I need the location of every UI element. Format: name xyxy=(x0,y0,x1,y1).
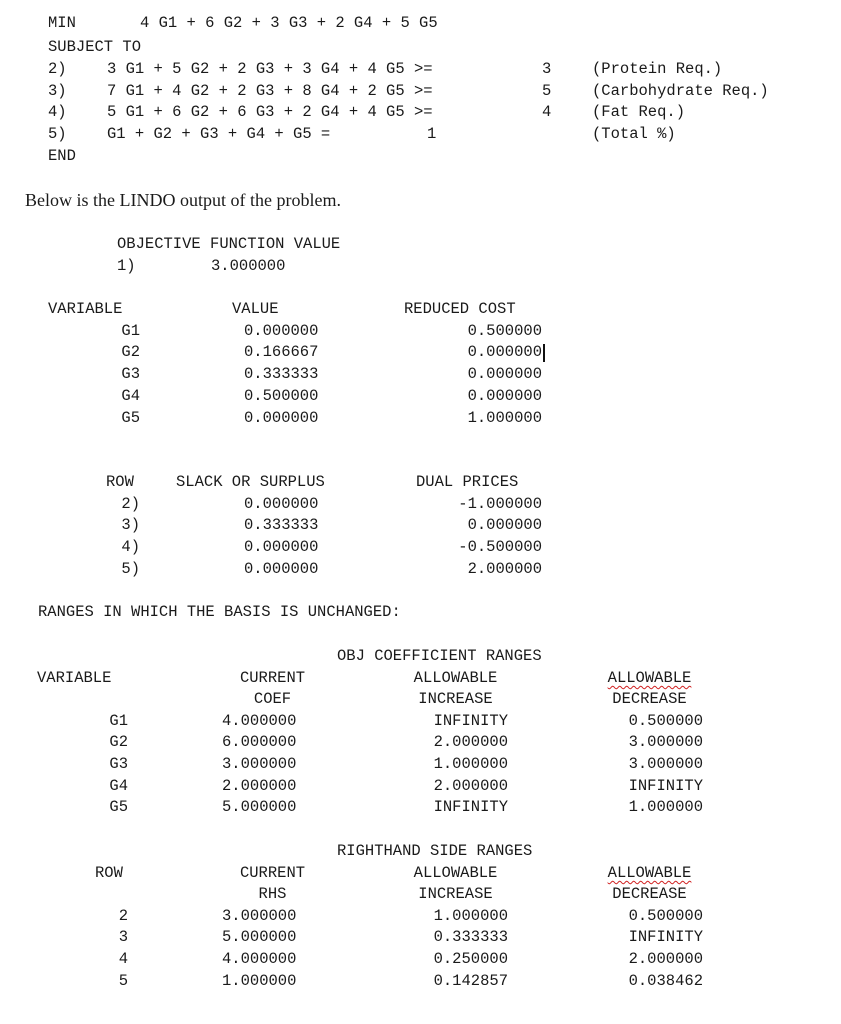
objective-row-label: 1) xyxy=(117,257,136,275)
constraint-number: 3) xyxy=(48,82,67,100)
intro-text: Below is the LINDO output of the problem. xyxy=(25,190,341,210)
variable-name: G4 xyxy=(121,387,140,405)
value-column-header: VALUE xyxy=(232,300,279,318)
obj-allowable-increase: 2.000000 xyxy=(433,777,508,795)
variable-value: 0.000000 xyxy=(244,409,319,427)
objective-value: 3.000000 xyxy=(211,257,286,275)
row-number: 3) xyxy=(121,516,140,534)
row-number: 4) xyxy=(121,538,140,556)
rhs-current: 3.000000 xyxy=(222,907,297,925)
rhs-increase-header: INCREASE xyxy=(418,885,493,903)
obj-allowable-decrease: 3.000000 xyxy=(628,755,703,773)
constraint-note: (Protein Req.) xyxy=(592,60,723,78)
obj-allowable-decrease: 0.500000 xyxy=(628,712,703,730)
constraint-rhs: 1 xyxy=(427,125,437,143)
rhs-decrease-header: DECREASE xyxy=(612,885,687,903)
ranges-title: RANGES IN WHICH THE BASIS IS UNCHANGED: xyxy=(38,603,401,621)
obj-allowable-increase: 1.000000 xyxy=(433,755,508,773)
constraint-rhs: 4 xyxy=(542,103,552,121)
variable-name: G3 xyxy=(121,365,140,383)
dual-prices-column-header: DUAL PRICES xyxy=(416,473,519,491)
rhs-row-number: 4 xyxy=(118,950,128,968)
rhs-current: 5.000000 xyxy=(222,928,297,946)
rhs-allowable-decrease-header xyxy=(592,862,707,884)
end-keyword: END xyxy=(48,147,76,165)
obj-allowable-decrease-text: ALLOWABLE xyxy=(607,669,692,687)
constraint-note: (Total %) xyxy=(592,125,676,143)
dual-price: -0.500000 xyxy=(458,538,542,556)
reduced-cost-column-header: REDUCED COST xyxy=(404,300,516,318)
rhs-current: 1.000000 xyxy=(222,972,297,990)
rhs-row-number: 5 xyxy=(118,972,128,990)
obj-current-coef: 4.000000 xyxy=(222,712,297,730)
rhs-allowable-decrease: 0.038462 xyxy=(628,972,703,990)
obj-coef-header: COEF xyxy=(253,690,292,708)
obj-variable-name: G1 xyxy=(109,712,128,730)
obj-allowable-increase: INFINITY xyxy=(433,798,508,816)
rhs-allowable-increase: 0.250000 xyxy=(433,950,508,968)
variable-value: 0.333333 xyxy=(244,365,319,383)
obj-variable-name: G3 xyxy=(109,755,128,773)
rhs-allowable-decrease-text: ALLOWABLE xyxy=(607,864,692,882)
variable-name: G1 xyxy=(121,322,140,340)
objective-expression: 4 G1 + 6 G2 + 3 G3 + 2 G4 + 5 G5 xyxy=(140,14,438,32)
reduced-cost-text: 0.000000 xyxy=(467,343,542,361)
obj-current-coef: 3.000000 xyxy=(222,755,297,773)
obj-variable-name: G2 xyxy=(109,733,128,751)
variable-name: G5 xyxy=(121,409,140,427)
reduced-cost: 1.000000 xyxy=(467,409,542,427)
slack-value: 0.000000 xyxy=(244,538,319,556)
dual-price: -1.000000 xyxy=(458,495,542,513)
row-column-header: ROW xyxy=(106,473,134,491)
row-number: 5) xyxy=(121,560,140,578)
reduced-cost: 0.000000 xyxy=(467,365,542,383)
rhs-allowable-increase-header: ALLOWABLE xyxy=(413,864,498,882)
constraint-number: 5) xyxy=(48,125,67,143)
rhs-row-number: 3 xyxy=(118,928,128,946)
obj-allowable-decrease: 3.000000 xyxy=(628,733,703,751)
slack-value: 0.333333 xyxy=(244,516,319,534)
rhs-allowable-increase: 0.333333 xyxy=(433,928,508,946)
dual-price: 0.000000 xyxy=(467,516,542,534)
constraint-note: (Carbohydrate Req.) xyxy=(592,82,769,100)
obj-current-coef: 2.000000 xyxy=(222,777,297,795)
rhs-row-header: ROW xyxy=(95,864,123,882)
min-keyword: MIN xyxy=(48,14,76,32)
rhs-current-header: CURRENT xyxy=(239,864,306,882)
subject-to-label: SUBJECT TO xyxy=(48,38,142,56)
dual-price: 2.000000 xyxy=(467,560,542,578)
constraint-expression: 7 G1 + 4 G2 + 2 G3 + 8 G4 + 2 G5 >= xyxy=(107,82,433,100)
obj-ranges-title: OBJ COEFFICIENT RANGES xyxy=(337,647,542,665)
variable-name: G2 xyxy=(121,343,140,361)
slack-value: 0.000000 xyxy=(244,495,319,513)
constraint-number: 2) xyxy=(48,60,67,78)
variable-value: 0.166667 xyxy=(244,343,319,361)
rhs-current: 4.000000 xyxy=(222,950,297,968)
obj-current-coef: 5.000000 xyxy=(222,798,297,816)
reduced-cost: 0.000000 xyxy=(467,387,542,405)
rhs-rhs-header: RHS xyxy=(258,885,287,903)
slack-value: 0.000000 xyxy=(244,560,319,578)
obj-variable-header: VARIABLE xyxy=(37,669,112,687)
obj-allowable-increase-header: ALLOWABLE xyxy=(413,669,498,687)
obj-variable-name: G5 xyxy=(109,798,128,816)
rhs-allowable-increase: 0.142857 xyxy=(433,972,508,990)
obj-decrease-header: DECREASE xyxy=(612,690,687,708)
slack-column-header: SLACK OR SURPLUS xyxy=(176,473,325,491)
rhs-row-number: 2 xyxy=(118,907,128,925)
obj-allowable-increase: 2.000000 xyxy=(433,733,508,751)
constraint-rhs: 5 xyxy=(542,82,552,100)
obj-variable-name: G4 xyxy=(109,777,128,795)
obj-current-coef: 6.000000 xyxy=(222,733,297,751)
reduced-cost xyxy=(440,341,542,363)
variable-value: 0.500000 xyxy=(244,387,319,405)
constraint-expression: 3 G1 + 5 G2 + 2 G3 + 3 G4 + 4 G5 >= xyxy=(107,60,433,78)
variable-column-header: VARIABLE xyxy=(48,300,123,318)
obj-allowable-decrease-header xyxy=(592,667,707,689)
obj-current-header: CURRENT xyxy=(239,669,306,687)
reduced-cost: 0.500000 xyxy=(467,322,542,340)
obj-increase-header: INCREASE xyxy=(418,690,493,708)
variable-value: 0.000000 xyxy=(244,322,319,340)
rhs-allowable-decrease: 2.000000 xyxy=(628,950,703,968)
rhs-allowable-decrease: INFINITY xyxy=(628,928,703,946)
rhs-ranges-title: RIGHTHAND SIDE RANGES xyxy=(337,842,533,860)
objective-value-header: OBJECTIVE FUNCTION VALUE xyxy=(117,235,341,253)
rhs-allowable-increase: 1.000000 xyxy=(433,907,508,925)
obj-allowable-increase: INFINITY xyxy=(433,712,508,730)
text-cursor xyxy=(543,344,545,362)
constraint-note: (Fat Req.) xyxy=(592,103,686,121)
rhs-allowable-decrease: 0.500000 xyxy=(628,907,703,925)
obj-allowable-decrease: INFINITY xyxy=(628,777,703,795)
constraint-expression: G1 + G2 + G3 + G4 + G5 = xyxy=(107,125,331,143)
row-number: 2) xyxy=(121,495,140,513)
constraint-rhs: 3 xyxy=(542,60,552,78)
constraint-expression: 5 G1 + 6 G2 + 6 G3 + 2 G4 + 4 G5 >= xyxy=(107,103,433,121)
constraint-number: 4) xyxy=(48,103,67,121)
obj-allowable-decrease: 1.000000 xyxy=(628,798,703,816)
